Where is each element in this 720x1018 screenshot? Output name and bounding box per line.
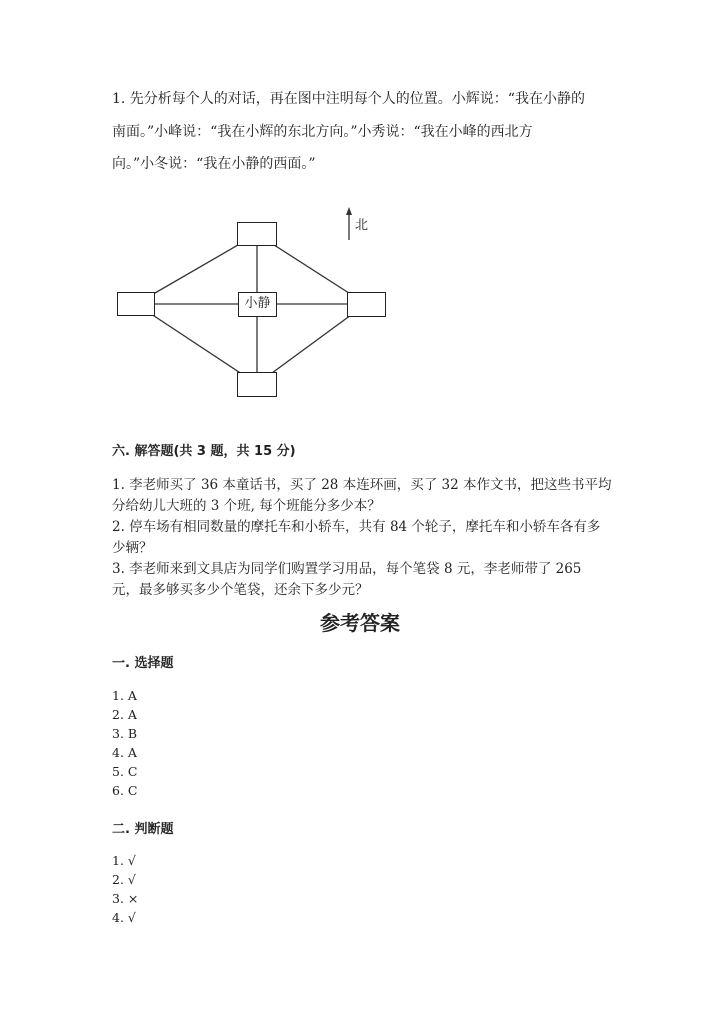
problem-item: 1. 李老师买了 36 本童话书，买了 28 本连环画，买了 32 本作文书，把这些书平均分给幼儿大班的 3 个班, 每个班能分多少本？ <box>112 477 612 514</box>
north-arrow-icon <box>346 207 352 215</box>
box-center: 小静 <box>238 292 277 317</box>
answer-item: 2. A <box>112 707 137 722</box>
problem-item: 3. 李老师来到文具店为同学们购置学习用品，每个笔袋 8 元，李老师带了 265 元，最多够买多少个笔袋，还余下多少元？ <box>112 561 582 598</box>
q1-line1: 1. 先分析每个人的对话，再在图中注明每个人的位置。小辉说：“我在小静的 <box>112 91 585 107</box>
answer-item: 5. C <box>112 764 138 779</box>
answer-item: 4. A <box>112 745 137 760</box>
box-west <box>117 292 155 316</box>
answers-sec1-title: 一. 选择题 <box>112 656 174 671</box>
answer-item: 1. A <box>112 688 137 703</box>
answer-item: 6. C <box>112 783 138 798</box>
answer-item: 4. √ <box>112 910 136 925</box>
q1-line3: 向。”小冬说：“我在小静的西面。” <box>112 156 316 172</box>
diagram-lines <box>0 0 720 420</box>
answer-item: 1. √ <box>112 853 136 868</box>
problem-item: 2. 停车场有相同数量的摩托车和小轿车，共有 84 个轮子，摩托车和小轿车各有多少辆？ <box>112 519 601 556</box>
north-label: 北 <box>355 218 369 233</box>
answers-sec1-list <box>112 686 137 800</box>
q1-line2: 南面。”小峰说：“我在小辉的东北方向。”小秀说：“我在小峰的西北方 <box>112 124 533 140</box>
box-east <box>347 292 386 317</box>
answers-sec2-title: 二. 判断题 <box>112 822 174 837</box>
answer-item: 3. × <box>112 891 139 906</box>
box-north <box>237 222 277 246</box>
answer-item: 3. B <box>112 726 138 741</box>
section6-list <box>112 475 612 601</box>
box-south <box>237 372 277 397</box>
answers-sec2-list <box>112 851 138 927</box>
section6-title: 六. 解答题(共 3 题，共 15 分) <box>112 444 296 459</box>
answer-item: 2. √ <box>112 872 136 887</box>
answers-title: 参考答案 <box>320 611 400 635</box>
